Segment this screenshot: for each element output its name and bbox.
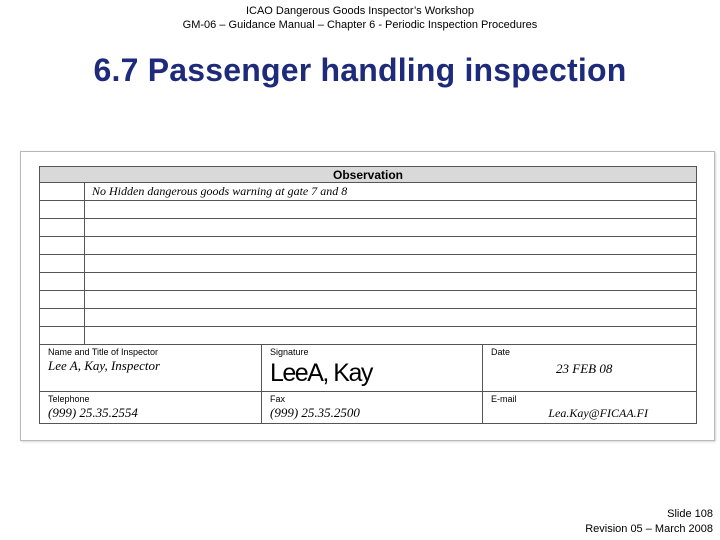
observation-row-text: No Hidden dangerous goods warning at gate 7 and 8 [92, 184, 348, 198]
date-cell [483, 345, 696, 391]
fax-cell [262, 392, 483, 423]
observation-row [40, 237, 696, 255]
slide-title: 6.7 Passenger handling inspection [93, 52, 627, 88]
revision-label: Revision 05 – March 2008 [585, 523, 713, 535]
observation-rows [40, 183, 696, 345]
email-value: Lea.Kay@FICAA.FI [548, 406, 648, 420]
workshop-header: ICAO Dangerous Goods Inspector’s Workshop [245, 5, 475, 17]
observation-row-text [85, 309, 696, 326]
form-image-frame [20, 151, 715, 441]
observation-row-number [40, 255, 85, 272]
observation-row-number [40, 273, 85, 290]
observation-row-text [85, 219, 696, 236]
observation-row-number [40, 327, 85, 344]
inspector-details-row [40, 345, 696, 392]
slide-number: Slide 108 [667, 508, 713, 520]
inspector-name-cell [40, 345, 262, 391]
inspector-name-label: Name and Title of Inspector [48, 347, 159, 357]
observation-row-number [40, 183, 85, 200]
contact-details-row [40, 392, 696, 423]
observation-row [40, 273, 696, 291]
signature-label: Signature [270, 347, 309, 357]
date-value: 23 FEB 08 [556, 361, 613, 376]
observation-row-number [40, 201, 85, 218]
observation-row-text [85, 237, 696, 254]
observation-row-text [85, 291, 696, 308]
observation-row [40, 291, 696, 309]
observation-row-text [85, 201, 696, 218]
inspector-name-value: Lee A, Kay, Inspector [48, 358, 161, 373]
observation-header: Observation [40, 167, 696, 183]
observation-row [40, 327, 696, 345]
email-label: E-mail [491, 394, 517, 404]
observation-row-number [40, 219, 85, 236]
fax-value: (999) 25.35.2500 [270, 405, 360, 420]
observation-row-text [85, 327, 696, 344]
manual-subheader: GM-06 – Guidance Manual – Chapter 6 - Periodic Inspection Procedures [182, 19, 538, 31]
observation-row [40, 309, 696, 327]
date-label: Date [491, 347, 511, 357]
fax-label: Fax [270, 394, 286, 404]
observation-row-number [40, 309, 85, 326]
observation-row-number [40, 291, 85, 308]
inspection-form [39, 166, 697, 424]
observation-row [40, 201, 696, 219]
observation-row-text [85, 273, 696, 290]
observation-row-number [40, 237, 85, 254]
observation-row [40, 183, 696, 201]
email-cell [483, 392, 696, 423]
telephone-cell [40, 392, 262, 423]
observation-row [40, 255, 696, 273]
observation-row [40, 219, 696, 237]
observation-row-text [85, 255, 696, 272]
signature-cell [262, 345, 483, 391]
telephone-value: (999) 25.35.2554 [48, 405, 138, 420]
telephone-label: Telephone [48, 394, 90, 404]
signature-value: LeeA, Kay [270, 359, 372, 387]
